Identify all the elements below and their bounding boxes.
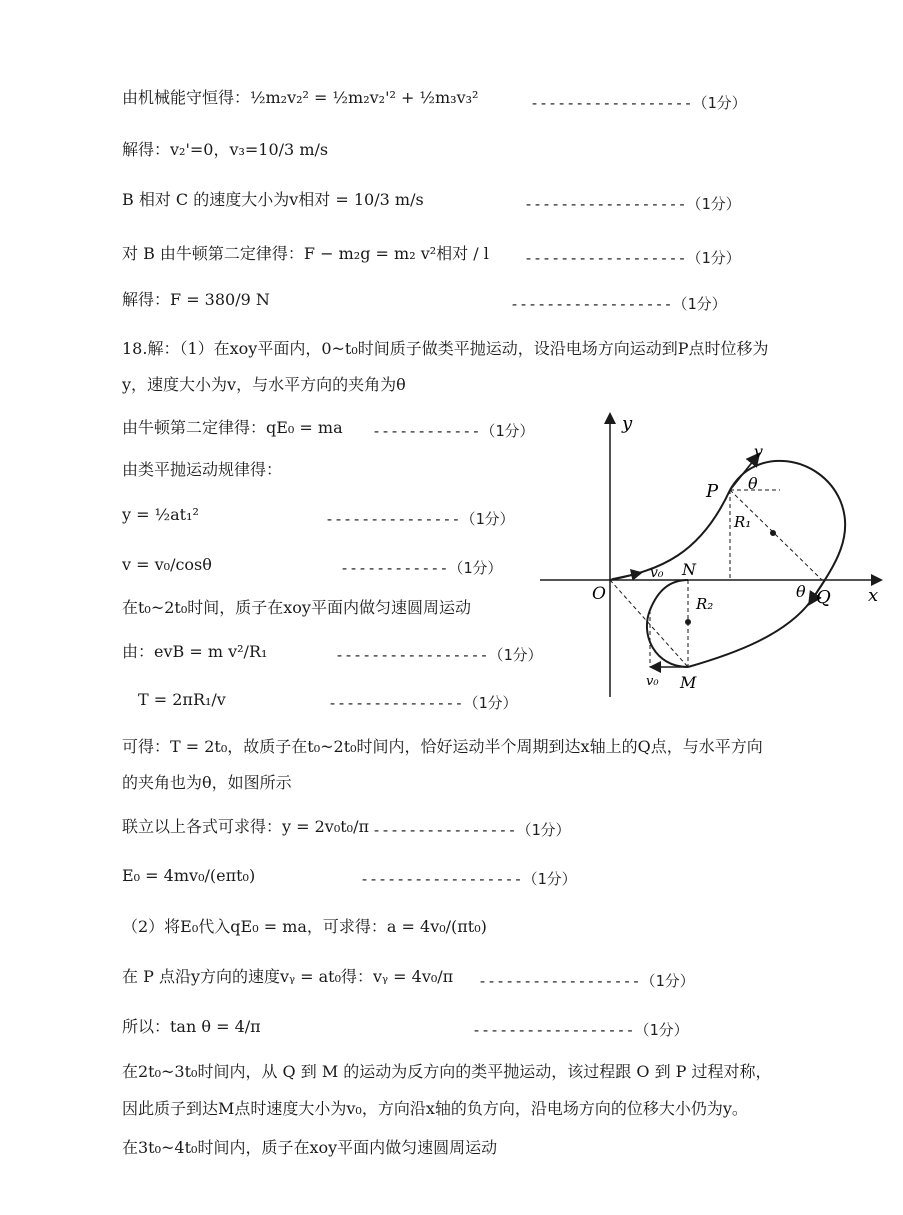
line-2 bbox=[122, 140, 802, 161]
line-16-text: 的夹角也为θ，如图所示 bbox=[122, 773, 292, 792]
line-18-text: E₀ = 4mv₀/(eπt₀) bbox=[122, 866, 256, 885]
circle-arc-m-to-n bbox=[647, 580, 688, 667]
line-11-score: ------------（1分） bbox=[340, 559, 503, 577]
line-7 bbox=[122, 375, 802, 396]
line-13-text: 由：evB = m v²/R₁ bbox=[122, 642, 268, 661]
line-11-text: v = v₀/cosθ bbox=[122, 555, 212, 574]
line-9-text: 由类平抛运动规律得： bbox=[122, 460, 283, 479]
line-4-text: 对 B 由牛顿第二定律得：F − m₂g = m₂ v²相对 / l bbox=[122, 244, 489, 263]
line-18-score: ------------------（1分） bbox=[360, 870, 577, 888]
origin-label: O bbox=[592, 584, 606, 604]
center-r1-dot bbox=[770, 530, 776, 536]
line-7-text: y，速度大小为v，与水平方向的夹角为θ bbox=[122, 375, 406, 394]
r2-label: R₂ bbox=[696, 595, 714, 613]
line-4-score: ------------------（1分） bbox=[524, 249, 741, 267]
line-3-text: B 相对 C 的速度大小为v相对 = 10/3 m/s bbox=[122, 190, 424, 209]
line-24-text: 在3t₀~4t₀时间内，质子在xoy平面内做匀速圆周运动 bbox=[122, 1138, 498, 1157]
line-5-text: 解得：F = 380/9 N bbox=[122, 290, 270, 309]
line-15-text: 可得：T = 2t₀，故质子在t₀~2t₀时间内，恰好运动半个周期到达x轴上的Q点，与水平方向 bbox=[122, 737, 763, 756]
line-17-text: 联立以上各式可求得：y = 2v₀t₀/π bbox=[122, 817, 370, 836]
theta-p-label: θ bbox=[748, 474, 758, 493]
line-6 bbox=[122, 339, 802, 360]
line-21 bbox=[122, 1017, 802, 1038]
trajectory-diagram bbox=[540, 405, 900, 705]
line-22 bbox=[122, 1062, 802, 1083]
velocity-v0-top-arrow bbox=[612, 573, 640, 579]
theta-q-label: θ bbox=[796, 582, 806, 601]
r1-label: R₁ bbox=[734, 513, 752, 531]
dashed-radius-r1 bbox=[730, 490, 822, 580]
parabola-o-to-p bbox=[610, 490, 730, 580]
line-3-score: ------------------（1分） bbox=[524, 195, 741, 213]
line-2-text: 解得：v₂'=0，v₃=10/3 m/s bbox=[122, 140, 329, 159]
line-24 bbox=[122, 1138, 802, 1159]
velocity-v0-bottom-label: v₀ bbox=[646, 674, 659, 689]
dashed-o-to-m bbox=[610, 580, 688, 667]
line-23-text: 因此质子到达M点时速度大小为v₀，方向沿x轴的负方向，沿电场方向的位移大小仍为y。 bbox=[122, 1099, 748, 1118]
y-axis-label: y bbox=[622, 413, 633, 434]
line-20 bbox=[122, 967, 802, 988]
line-17-score: ----------------（1分） bbox=[372, 821, 571, 839]
point-m-label: M bbox=[680, 673, 697, 692]
line-6-text: 18.解：（1）在xoy平面内，0~t₀时间质子做类平抛运动，设沿电场方向运动到P点时位移为 bbox=[122, 339, 769, 358]
line-10-text: y = ½at₁² bbox=[122, 505, 199, 524]
line-19-text: （2）将E₀代入qE₀ = ma，可求得：a = 4v₀/(πt₀) bbox=[122, 917, 487, 936]
line-13-score: -----------------（1分） bbox=[335, 646, 543, 664]
line-5-score: ------------------（1分） bbox=[510, 295, 727, 313]
velocity-v-label: v bbox=[754, 442, 764, 461]
velocity-v0-top-label: v₀ bbox=[650, 565, 664, 581]
line-14-score: ---------------（1分） bbox=[328, 694, 518, 712]
line-16 bbox=[122, 773, 802, 794]
line-22-text: 在2t₀~3t₀时间内，从 Q 到 M 的运动为反方向的类平抛运动，该过程跟 O 到 P 过程对称， bbox=[122, 1062, 772, 1081]
line-12-text: 在t₀~2t₀时间，质子在xoy平面内做匀速圆周运动 bbox=[122, 598, 471, 617]
line-14-text: T = 2πR₁/v bbox=[138, 690, 226, 709]
line-1-text: 由机械能守恒得：½m₂v₂² = ½m₂v₂'² + ½m₃v₃² bbox=[122, 88, 479, 107]
line-21-score: ------------------（1分） bbox=[472, 1021, 689, 1039]
point-p-label: P bbox=[706, 481, 719, 502]
line-15 bbox=[122, 737, 802, 758]
center-r2-dot bbox=[685, 619, 691, 625]
line-23 bbox=[122, 1099, 802, 1120]
line-8-score: ------------（1分） bbox=[372, 422, 535, 440]
line-20-score: ------------------（1分） bbox=[478, 972, 695, 990]
line-19 bbox=[122, 917, 802, 938]
x-axis-label: x bbox=[868, 585, 879, 606]
line-8-text: 由牛顿第二定律得：qE₀ = ma bbox=[122, 418, 343, 437]
point-q-label: Q bbox=[816, 587, 831, 608]
line-1-score: ------------------（1分） bbox=[530, 94, 747, 112]
line-10-score: ---------------（1分） bbox=[325, 510, 515, 528]
line-21-text: 所以：tan θ = 4/π bbox=[122, 1017, 261, 1036]
line-20-text: 在 P 点沿y方向的速度vᵧ = at₀得：vᵧ = 4v₀/π bbox=[122, 967, 454, 986]
point-n-label: N bbox=[682, 560, 696, 579]
